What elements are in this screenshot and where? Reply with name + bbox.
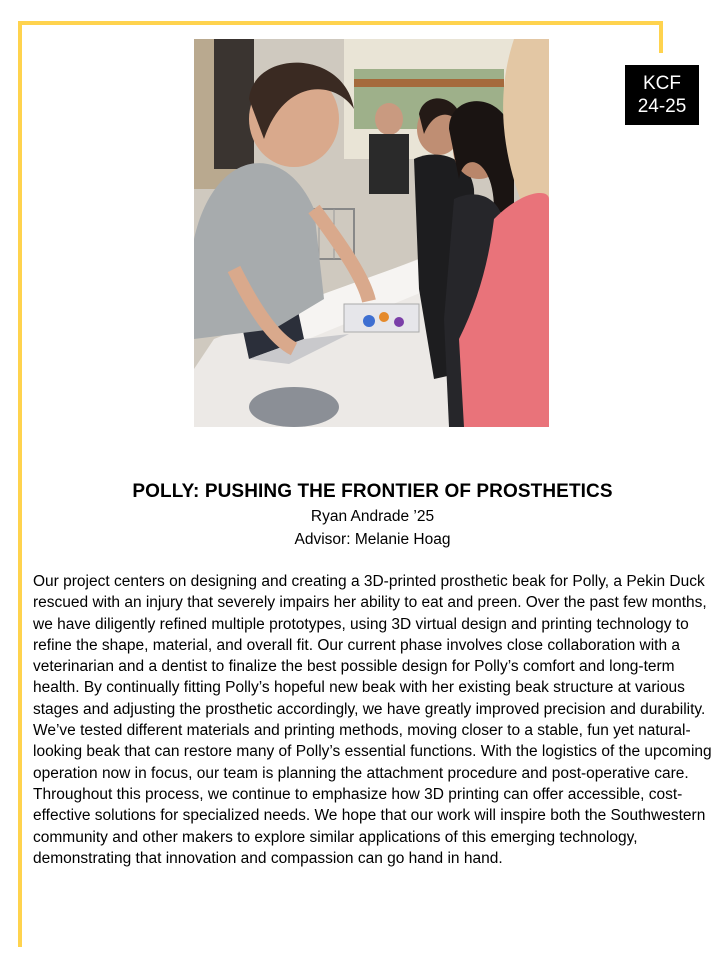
frame-border-left — [18, 21, 22, 947]
photo-illustration — [194, 39, 549, 427]
project-description: Our project centers on designing and creating a 3D-printed prosthetic beak for Polly, a Pekin Duck rescued with an injury that severely impairs her ability to eat and preen. Over the past few months, we have diligently refined multiple prototypes, using 3D virtual design and printing technology to refine the shape, material, and overall fit. Our current phase involves close collaboration with a veterinarian and a dentist to finalize the best possible design for Polly’s comfort and long-term health. By continually fitting Polly’s hopeful new beak with her existing beak structure at various stages and adjusting the prosthetic accordingly, we have greatly improved precision and durability. We’ve tested different materials and printing methods, moving closer to a stable, fun yet natural-looking beak that can restore many of Polly’s essential functions. With the logistics of the upcoming operation now in focus, our team is planning the attachment procedure and post-operative care. Throughout this process, we continue to emphasize how 3D printing can offer accessible, cost-effective solutions for specialized needs. We hope that our work will inspire both the Southwestern community and other makers to explore similar applications of this emerging technology, demonstrating that innovation and compassion can go hand in hand. — [33, 573, 712, 867]
badge-line-2: 24-25 — [637, 96, 687, 117]
author-name: Ryan Andrade ’25 — [310, 508, 435, 525]
project-photo — [194, 39, 549, 427]
kcf-badge — [625, 65, 699, 125]
badge-line-1: KCF — [643, 73, 681, 94]
frame-border-top — [18, 21, 663, 25]
poster-title: POLLY: PUSHING THE FRONTIER OF PROSTHETICS — [132, 481, 613, 502]
advisor-name: Advisor: Melanie Hoag — [294, 531, 451, 548]
frame-border-right — [659, 21, 663, 53]
